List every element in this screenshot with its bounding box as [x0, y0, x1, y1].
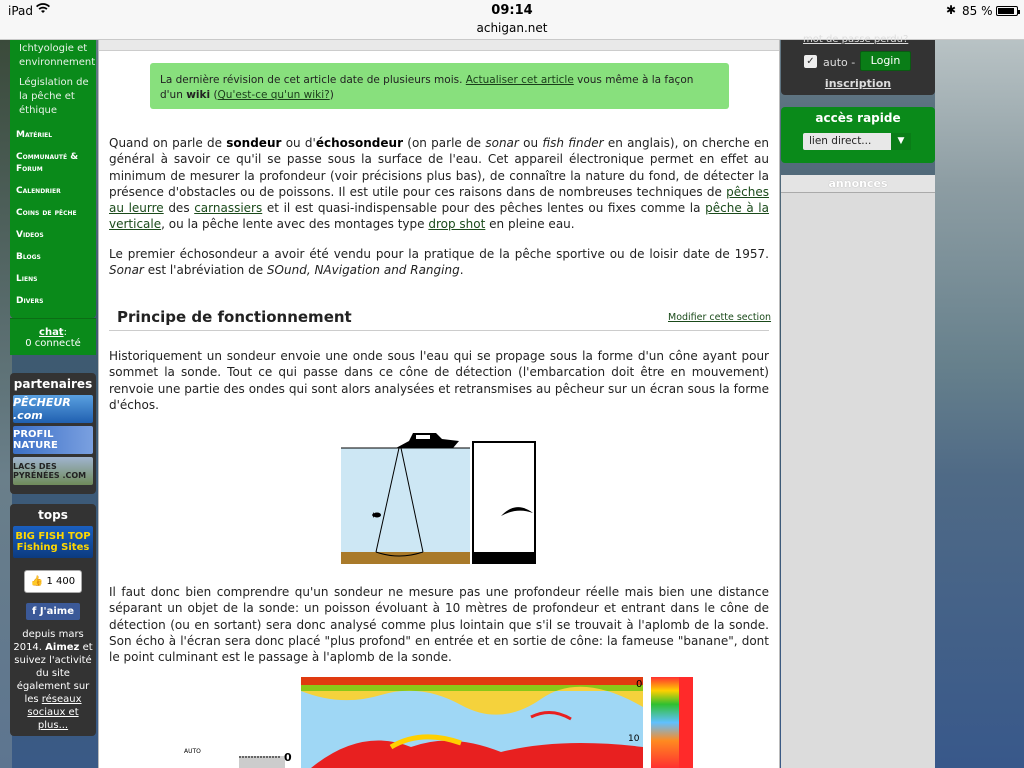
quick-access-title: accès rapide — [815, 111, 901, 125]
paragraph-distance: Il faut donc bien comprendre qu'un sondeur ne mesure pas une profondeur réelle mais bien une distance séparant un objet de la sonde: un poisson évoluant à 10 mètres de profondeur et entrant dans le cône de détection (ou en sortant) sera donc analysé comme plus lointain que s'il se trouvait à l'aplomb de la sonde. Son écho à l'écran sera donc placé "plus profond" en entrée et en sortie de cône: la fameuse "banane", dont le point culminant est le passage à l'aplomb de la sonde. — [109, 585, 769, 665]
text: Quand on parle de — [109, 136, 222, 150]
address-bar[interactable]: achigan.net — [476, 21, 548, 35]
partner-banner-profil-nature[interactable]: PROFIL NATURE — [13, 426, 93, 454]
left-sidebar — [10, 40, 96, 736]
nav-item-divers[interactable]: Divers — [16, 296, 44, 306]
text-bold: échosondeur — [315, 136, 403, 150]
facebook-icon: f — [31, 606, 37, 617]
bluetooth-icon: ✱ — [946, 3, 957, 17]
edit-section-link[interactable]: Modifier cette section — [668, 312, 772, 323]
sonar-scale-0: 0 — [636, 679, 643, 690]
main-nav — [10, 40, 96, 318]
social-link[interactable]: réseaux sociaux et plus... — [27, 694, 82, 731]
register-link[interactable]: inscription — [824, 77, 892, 90]
notice-bold: wiki — [186, 89, 211, 101]
nav-item-blogs[interactable]: Blogs — [16, 252, 41, 262]
bigfish-banner[interactable]: BIG FISH TOP Fishing Sites — [13, 526, 93, 558]
section-divider — [109, 330, 769, 331]
chevron-down-icon: ▼ — [891, 133, 911, 150]
auto-login-checkbox[interactable]: ✓ — [804, 55, 817, 68]
sonar-left-0: 0 — [284, 751, 292, 764]
thumbs-up-icon: 👍 — [30, 576, 44, 587]
update-article-link[interactable]: Actualiser cet article — [465, 74, 574, 86]
quick-access-box — [781, 107, 935, 163]
right-sidebar — [781, 34, 935, 768]
quick-access-value: lien direct... — [809, 135, 872, 147]
text: en pleine eau. — [489, 217, 575, 232]
text: et il est quasi-indispensable pour des pêches lentes ou fixes comme la — [266, 201, 701, 216]
like-label: J'aime — [39, 606, 74, 617]
sonar-screen-small — [184, 745, 304, 768]
paragraph-intro — [109, 135, 769, 233]
tops-title: tops — [38, 508, 68, 522]
nav-item-coins[interactable]: Coins de pêche — [16, 208, 77, 218]
text-bold: sondeur — [226, 136, 282, 150]
chat-link[interactable]: chat — [39, 327, 64, 338]
clock: 09:14 — [491, 3, 533, 18]
text: , ou la pêche lente avec des montages type — [161, 217, 425, 232]
text-italic: sonar — [485, 136, 519, 150]
revision-notice: La dernière révision de cet article date de plusieurs mois. Actualiser cet article vous même à la façon d'un wiki (Qu'est-ce qu'un wiki?) — [150, 63, 729, 109]
paragraph-history: Le premier échosondeur a avoir été vendu pour la pratique de la pêche sportive ou de loisir date de 1957. Sonar est l'abréviation de SOund, NAvigation and Ranging. — [109, 247, 769, 278]
link-drop-shot[interactable]: drop shot — [428, 217, 486, 232]
battery-percent: 85 % — [962, 4, 993, 18]
section-title: Principe de fonctionnement — [117, 308, 352, 326]
auto-label: auto - — [823, 56, 856, 69]
sonar-auto-label: AUTO — [184, 748, 201, 755]
tops-text-mid: et suivez l'activité du site également sur les — [14, 642, 93, 705]
text-italic: Sonar — [109, 263, 144, 278]
text: est l'abréviation de — [147, 263, 264, 278]
partners-title: partenaires — [13, 377, 93, 391]
tops-text — [12, 620, 94, 732]
tops-box — [10, 504, 96, 736]
chat-count: 0 connecté — [25, 338, 81, 349]
fish-icon — [373, 513, 381, 518]
battery-icon — [996, 6, 1018, 16]
nav-item-materiel[interactable]: Matériel — [16, 130, 53, 140]
ads-title: annonces — [781, 175, 935, 193]
chat-box: chat: 0 connecté — [10, 318, 96, 355]
nav-item-ichtyologie[interactable]: Ichtyologie et environnement — [19, 43, 96, 68]
quick-access-select[interactable] — [803, 133, 911, 150]
nav-item-liens[interactable]: Liens — [16, 274, 38, 284]
link-carnassiers[interactable]: carnassiers — [194, 201, 263, 216]
link-peches-leurre[interactable]: pêches au leurre — [109, 184, 769, 216]
nav-item-calendrier[interactable]: Calendrier — [16, 186, 61, 196]
text: des — [168, 201, 190, 216]
tops-text-bold: Aimez — [45, 642, 80, 653]
text: Le premier échosondeur a avoir été vendu pour la pratique de la pêche sportive ou de loisir date de 1957. — [109, 247, 769, 261]
content-top-strip — [99, 40, 779, 51]
like-count-box — [24, 570, 82, 593]
sonar-screen-image — [301, 677, 693, 768]
lost-password-link[interactable]: mot de passe perdu? — [803, 34, 909, 45]
partner-banner-pecheur[interactable]: PÊCHEUR .com — [13, 395, 93, 423]
ads-box — [781, 175, 935, 768]
notice-text1: La dernière révision de cet article date de plusieurs mois. — [160, 74, 463, 86]
like-count: 1 400 — [46, 576, 76, 587]
sonar-scale-10: 10 — [628, 734, 640, 744]
login-button[interactable]: Login — [860, 51, 911, 71]
text: ou d' — [285, 136, 316, 150]
link-peche-verticale[interactable]: pêche à la verticale — [109, 201, 769, 232]
text-italic: SOund, NAvigation and Ranging — [266, 263, 460, 278]
paragraph-principle: Historiquement un sondeur envoie une onde sous l'eau qui se propage sous la forme d'un cône ayant pour sommet la sonde. Tout ce qui passe dans ce cône de détection (l'embarcation doit être en mouvement) renvoie une partie des ondes qui sont alors analysées et retransmises au pêcheur sur un écran sous la forme d'échos. — [109, 349, 769, 412]
nav-item-communaute[interactable]: Communauté & Forum — [16, 152, 79, 174]
article-content — [98, 40, 780, 768]
partner-banner-lacs-pyrenees[interactable]: LACS DES PYRÉNÉES .COM — [13, 457, 93, 485]
device-name: iPad — [8, 4, 34, 18]
text: en anglais), on cherche en général à savoir ce qu'il se passe sous la surface de l'eau. Cet appareil électronique permet en effet au minimum de mesurer la profondeur (voir précisions plus bas), de connaître la nature du fond, de détecter la présence d'obstacles ou de poissons. Il est utile pour ces raisons dans de nombreuses techniques de — [109, 136, 770, 199]
login-box — [781, 34, 935, 95]
partners-box — [10, 373, 96, 494]
text: ou — [523, 136, 539, 150]
nav-item-legislation[interactable]: Législation de la pêche et éthique — [19, 77, 89, 116]
nav-item-videos[interactable]: Videos — [16, 230, 44, 240]
sonar-cone-diagram — [341, 427, 537, 564]
what-is-wiki-link[interactable]: Qu'est-ce qu'un wiki? — [217, 89, 330, 101]
facebook-like-button[interactable] — [26, 603, 80, 620]
text-italic: fish finder — [542, 136, 604, 150]
text: (on parle de — [407, 136, 482, 150]
notice-text2: vous même à la façon d'un — [160, 74, 694, 101]
tops-text-pre: depuis mars 2014. — [13, 629, 84, 653]
